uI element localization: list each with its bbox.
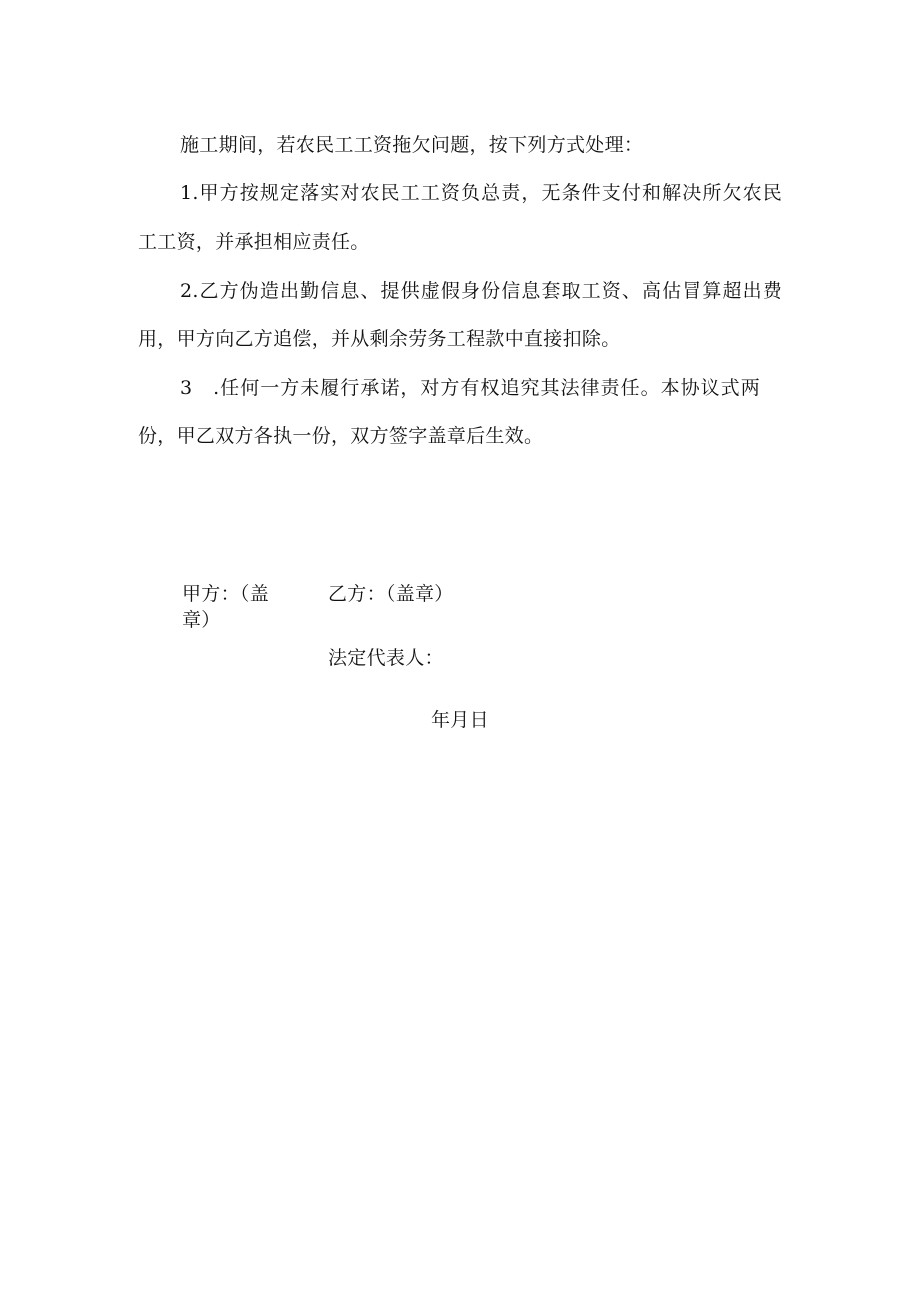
item-3-line-2: 份，甲乙双方各执一份，双方签字盖章后生效。 [138, 425, 544, 447]
party-a-label-line-2: 章） [182, 609, 221, 631]
intro-paragraph: 施工期间，若农民工工资拖欠问题，按下列方式处理： [180, 134, 644, 156]
item-1-line-2: 工工资，并承担相应责任。 [138, 231, 370, 253]
party-b-label: 乙方：（盖章） [328, 583, 454, 605]
date-label: 年月日 [431, 709, 489, 731]
legal-representative-label: 法定代表人： [328, 647, 444, 669]
item-2-line-2: 用，甲方向乙方追偿，并从剩余劳务工程款中直接扣除。 [138, 328, 621, 350]
item-2-line-1: 2.乙方伪造出勤信息、提供虚假身份信息套取工资、高估冒算超出费 [180, 280, 782, 302]
item-1-line-1: 1.甲方按规定落实对农民工工资负总责，无条件支付和解决所欠农民 [180, 182, 782, 204]
party-a-label-line-1: 甲方：（盖 [182, 583, 270, 605]
item-3-line-1: 3 .任何一方未履行承诺，对方有权追究其法律责任。本协议式两 [180, 377, 760, 399]
